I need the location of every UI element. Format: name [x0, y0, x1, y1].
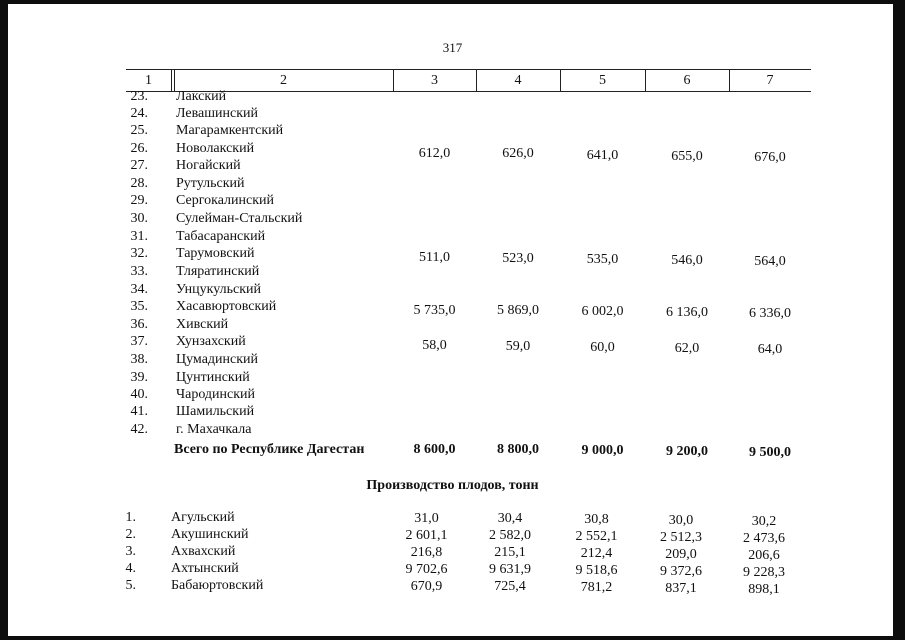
district-name: Цумадинский [176, 352, 259, 367]
total-value: 9 000,0 [581, 443, 624, 458]
value-cell: 676,0 [754, 150, 786, 165]
value-cell: 9 702,6 [405, 562, 448, 577]
value-cell: 523,0 [502, 251, 534, 266]
district-name: Хунзахский [176, 334, 246, 349]
row-number: 30. [130, 211, 148, 226]
district-name: Новолакский [176, 141, 255, 156]
district-name: Унцукульский [176, 282, 262, 297]
value-cell: 6 002,0 [581, 304, 624, 319]
row-number: 25. [130, 123, 148, 138]
row-number: 1. [125, 510, 136, 525]
header-col-2: 2 [280, 73, 287, 88]
district-name: Лакский [176, 89, 227, 104]
value-cell: 641,0 [586, 148, 619, 163]
district-name: Тарумовский [176, 246, 255, 261]
value-cell: 215,1 [494, 545, 526, 560]
row-number: 28. [130, 176, 148, 191]
value-cell: 206,6 [748, 548, 780, 563]
value-cell: 837,1 [665, 581, 697, 596]
value-cell: 725,4 [494, 579, 526, 594]
value-cell: 59,0 [505, 339, 531, 354]
district-name: Рутульский [176, 176, 245, 191]
district-name: Шамильский [176, 404, 255, 419]
scan-border-bottom [0, 636, 905, 640]
district-name: Бабаюртовский [171, 578, 264, 593]
total-value: 8 800,0 [497, 442, 539, 457]
total-value: 8 600,0 [413, 442, 456, 457]
header-col-4: 4 [514, 73, 522, 88]
district-name: Табасаранский [176, 229, 266, 244]
row-number: 34. [130, 282, 148, 297]
total-label: Всего по Республике Дагестан [174, 442, 365, 457]
value-cell: 9 631,9 [489, 562, 531, 577]
total-value: 9 200,0 [666, 444, 708, 459]
district-name: Ахтынский [171, 561, 239, 576]
header-col-6: 6 [683, 73, 691, 88]
row-number: 24. [130, 106, 148, 121]
value-cell: 612,0 [418, 146, 451, 161]
scan-border-top [0, 0, 905, 4]
value-cell: 30,4 [497, 511, 523, 526]
district-name: Ногайский [176, 158, 241, 173]
district-name: Тляратинский [176, 264, 260, 279]
page-number: 317 [442, 40, 463, 55]
value-cell: 30,8 [584, 512, 609, 527]
row-number: 38. [130, 352, 148, 367]
value-cell: 64,0 [757, 342, 783, 357]
value-cell: 5 869,0 [497, 303, 539, 318]
col-divider [171, 69, 172, 91]
value-cell: 6 136,0 [666, 305, 708, 320]
district-name: Хивский [176, 317, 229, 332]
row-number: 40. [130, 387, 148, 402]
district-name: Ахвахский [171, 544, 236, 559]
header-col-7: 7 [766, 73, 774, 88]
row-number: 2. [125, 527, 136, 542]
row-number: 31. [130, 229, 148, 244]
value-cell: 2 512,3 [660, 530, 702, 545]
value-cell: 2 582,0 [489, 528, 531, 543]
row-number: 39. [130, 370, 148, 385]
value-cell: 2 552,1 [575, 529, 618, 544]
row-number: 27. [130, 158, 148, 173]
row-number: 4. [125, 561, 136, 576]
row-number: 42. [130, 422, 148, 437]
value-cell: 9 372,6 [660, 564, 702, 579]
row-number: 23. [130, 89, 148, 104]
value-cell: 9 228,3 [743, 565, 785, 580]
section-title: Производство плодов, тонн [366, 478, 539, 493]
value-cell: 5 735,0 [413, 303, 456, 318]
header-col-3: 3 [431, 73, 438, 88]
row-number: 5. [125, 578, 136, 593]
value-cell: 898,1 [748, 582, 780, 597]
row-number: 3. [125, 544, 136, 559]
header-col-1: 1 [145, 73, 152, 88]
value-cell: 60,0 [590, 340, 615, 355]
value-cell: 511,0 [419, 250, 450, 265]
value-cell: 626,0 [502, 146, 534, 161]
value-cell: 58,0 [422, 338, 447, 353]
district-name: Чародинский [176, 387, 256, 402]
district-name: Акушинский [171, 527, 249, 542]
value-cell: 546,0 [671, 253, 703, 268]
row-number: 37. [130, 334, 148, 349]
district-name: Магарамкентский [176, 123, 284, 138]
row-number: 32. [130, 246, 148, 261]
value-cell: 6 336,0 [749, 306, 791, 321]
district-name: Хасавюртовский [176, 299, 277, 314]
value-cell: 216,8 [410, 545, 443, 560]
value-cell: 2 601,1 [405, 528, 448, 543]
value-cell: 30,2 [751, 514, 777, 529]
row-number: 29. [130, 193, 148, 208]
value-cell: 209,0 [665, 547, 697, 562]
value-cell: 781,2 [580, 580, 613, 595]
value-cell: 212,4 [580, 546, 613, 561]
district-name: г. Махачкала [176, 422, 252, 437]
table-header-rule [126, 91, 811, 92]
row-number: 36. [130, 317, 148, 332]
value-cell: 62,0 [674, 341, 700, 356]
district-name: Агульский [171, 510, 235, 525]
scan-border-left [0, 0, 8, 640]
total-value: 9 500,0 [749, 445, 791, 460]
row-number: 33. [130, 264, 148, 279]
value-cell: 655,0 [671, 149, 703, 164]
row-number: 41. [130, 404, 148, 419]
row-number: 26. [130, 141, 148, 156]
district-name: Левашинский [176, 106, 259, 121]
value-cell: 670,9 [410, 579, 443, 594]
value-cell: 9 518,6 [575, 563, 618, 578]
value-cell: 535,0 [586, 252, 619, 267]
value-cell: 31,0 [414, 511, 439, 526]
value-cell: 30,0 [668, 513, 694, 528]
district-name: Сергокалинский [176, 193, 275, 208]
district-name: Сулейман-Стальский [176, 211, 303, 226]
scan-border-right [893, 0, 905, 640]
value-cell: 2 473,6 [743, 531, 785, 546]
table-top-rule [126, 69, 811, 70]
value-cell: 564,0 [754, 254, 786, 269]
header-col-5: 5 [599, 73, 606, 88]
row-number: 35. [130, 299, 148, 314]
district-name: Цунтинский [176, 370, 250, 385]
